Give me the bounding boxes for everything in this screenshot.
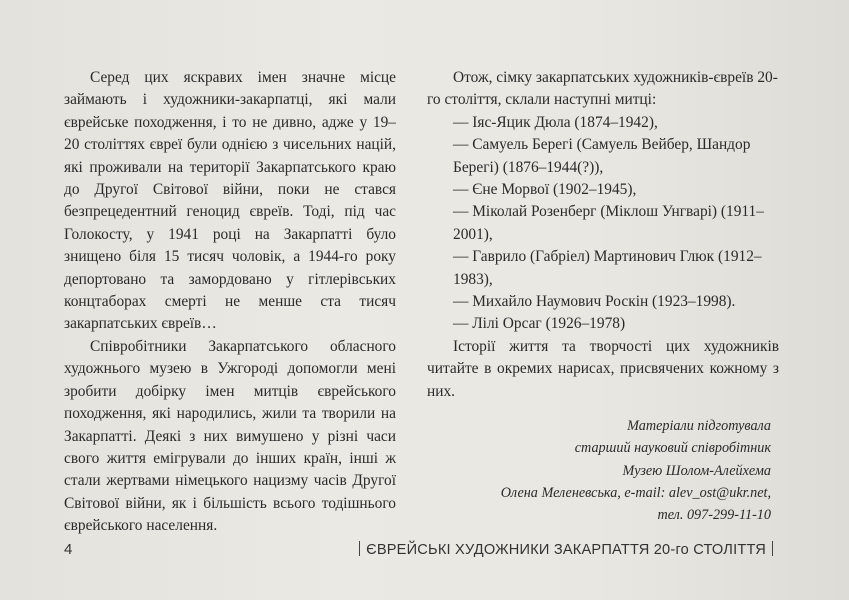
left-column (64, 67, 396, 538)
artist-list (427, 112, 779, 336)
divider (359, 541, 360, 556)
list-item: — Михайло Наумович Роскін (1923–1998). (453, 293, 736, 311)
paragraph: Співробітники Закарпатського обласного художнього музею в Ужгороді допомогли мені зробити добірку імен митців єврейського походження, які народились, жили та творили на Закарпатті. Деякі з них вимушено у різні часи свого життя емігрували до інших країн, інші ж стали жертвами німецького нацизму часів Другої Світової війни, як і більшість всього тодішнього єврейського населення. (64, 337, 396, 535)
credit-line: Музею Шолом-Алейхема (622, 462, 771, 479)
running-title-text: ЄВРЕЙСЬКІ ХУДОЖНИКИ ЗАКАРПАТТЯ 20-го СТОЛІТТЯ (366, 542, 766, 558)
closing-paragraph: Історії життя та творчості цих художників читайте в окремих нарисах, присвячених кожному з них. (427, 337, 779, 400)
page-footer (0, 541, 849, 565)
page-number: 4 (64, 541, 73, 558)
list-item: — Єне Морвої (1902–1945), (453, 181, 637, 199)
credit-line: тел. 097-299-11-10 (657, 506, 771, 523)
credit-line: Матеріали підготувала (627, 418, 771, 435)
right-column (427, 67, 779, 526)
credit-line: Олена Меленевська, e-mail: alev_ost@ukr.net, (500, 484, 771, 501)
list-item: — Лілі Орсаг (1926–1978) (453, 315, 626, 333)
list-item: — Іяс-Яцик Дюла (1874–1942), (453, 113, 658, 131)
list-item: — Гаврило (Габріел) Мартинович Глюк (1912–1983), (453, 248, 762, 288)
list-item: — Міколай Розенберг (Міклош Унгварі) (1911–2001), (453, 203, 764, 243)
credit-line: старший науковий співробітник (574, 440, 771, 457)
running-title (353, 541, 779, 558)
author-credits (427, 415, 779, 526)
divider (772, 541, 773, 556)
list-intro: Отож, сімку закарпатських художників-євреїв 20-го століття, склали наступні митці: (427, 69, 778, 109)
paragraph: Серед цих яскравих імен значне місце займають і художники-закарпатці, які мали єврейське походження, і то не дивно, адже у 19–20 століттях євреї були однією з чисельних націй, які проживали на території Закарпатського краю до Другої Світової війни, поки не стався безпрецедентний геноцид євреїв. Тоді, під час Голокосту, у 1941 році на Закарпатті було знищено біля 15 тисяч чоловік, а 1944-го року депортовано та замордовано у гітлерівських концтаборах смерті не менше ста тисяч закарпатських євреїв… (64, 69, 396, 333)
list-item: — Самуель Берегі (Самуель Вейбер, Шандор Берегі) (1876–1944(?)), (453, 136, 751, 176)
